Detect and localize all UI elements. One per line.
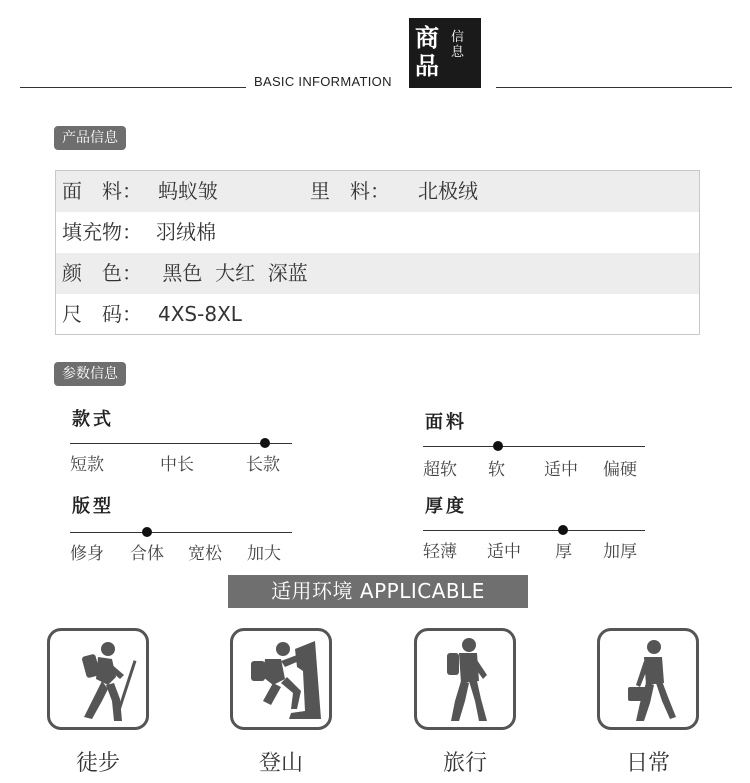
size-value: 4XS-8XL <box>158 302 242 326</box>
color-value: 黑色 大红 深蓝 <box>156 261 308 285</box>
param-scale-thickness <box>423 530 645 531</box>
param-scale-fit <box>70 532 292 533</box>
param-option: 宽松 <box>188 544 222 564</box>
param-option: 偏硬 <box>603 460 637 480</box>
param-option: 加大 <box>247 544 281 564</box>
lining-value: 北极绒 <box>418 179 478 203</box>
color-label: 颜 色： <box>62 261 142 285</box>
param-option: 加厚 <box>603 542 637 562</box>
param-option: 适中 <box>487 542 521 562</box>
climbing-icon <box>230 628 332 730</box>
info-row-size <box>56 294 699 335</box>
size-label: 尺 码： <box>62 302 142 326</box>
product-info-table <box>55 170 700 335</box>
header-badge <box>409 18 481 88</box>
param-title-thickness: 厚度 <box>425 496 467 517</box>
param-dot-fit <box>142 527 152 537</box>
product-info-tag: 产品信息 <box>54 126 126 150</box>
info-row-color <box>56 253 699 294</box>
fabric-label: 面 料： <box>62 179 142 203</box>
param-dot-style <box>260 438 270 448</box>
param-option: 短款 <box>70 455 104 475</box>
climbing-label: 登山 <box>258 751 303 776</box>
header-line-left <box>20 87 246 88</box>
header-line-right <box>496 87 732 88</box>
param-dot-thickness <box>558 525 568 535</box>
param-scale-fabric <box>423 446 645 447</box>
param-info-tag: 参数信息 <box>54 362 126 386</box>
param-option: 长款 <box>246 455 280 475</box>
param-scale-style <box>70 443 292 444</box>
fabric-value: 蚂蚁皱 <box>158 179 218 203</box>
param-dot-fabric <box>493 441 503 451</box>
header-title-en: BASIC INFORMATION <box>254 74 392 89</box>
travel-icon <box>414 628 516 730</box>
param-option: 合体 <box>130 544 164 564</box>
param-title-fabric: 面料 <box>425 412 467 433</box>
param-title-fit: 版型 <box>72 496 114 517</box>
hiking-label: 徒步 <box>75 751 120 776</box>
filling-label: 填充物： <box>62 220 142 244</box>
param-option: 修身 <box>70 544 104 564</box>
param-option: 软 <box>488 460 505 480</box>
travel-label: 旅行 <box>442 751 487 776</box>
param-option: 中长 <box>160 455 194 475</box>
param-option: 超软 <box>423 460 457 480</box>
applicable-banner: 适用环境 APPLICABLE <box>228 575 528 608</box>
info-row-filling <box>56 212 699 253</box>
daily-label: 日常 <box>625 751 670 776</box>
param-option: 轻薄 <box>423 542 457 562</box>
header-title-cn-big: 商品 <box>415 24 439 80</box>
param-option: 厚 <box>555 542 572 562</box>
param-option: 适中 <box>544 460 578 480</box>
param-title-style: 款式 <box>72 409 114 430</box>
lining-label: 里 料： <box>310 179 390 203</box>
info-row-fabric <box>56 171 699 212</box>
filling-value: 羽绒棉 <box>156 220 216 244</box>
hiking-icon <box>47 628 149 730</box>
daily-icon <box>597 628 699 730</box>
header-title-cn-small: 信息 <box>451 30 465 60</box>
